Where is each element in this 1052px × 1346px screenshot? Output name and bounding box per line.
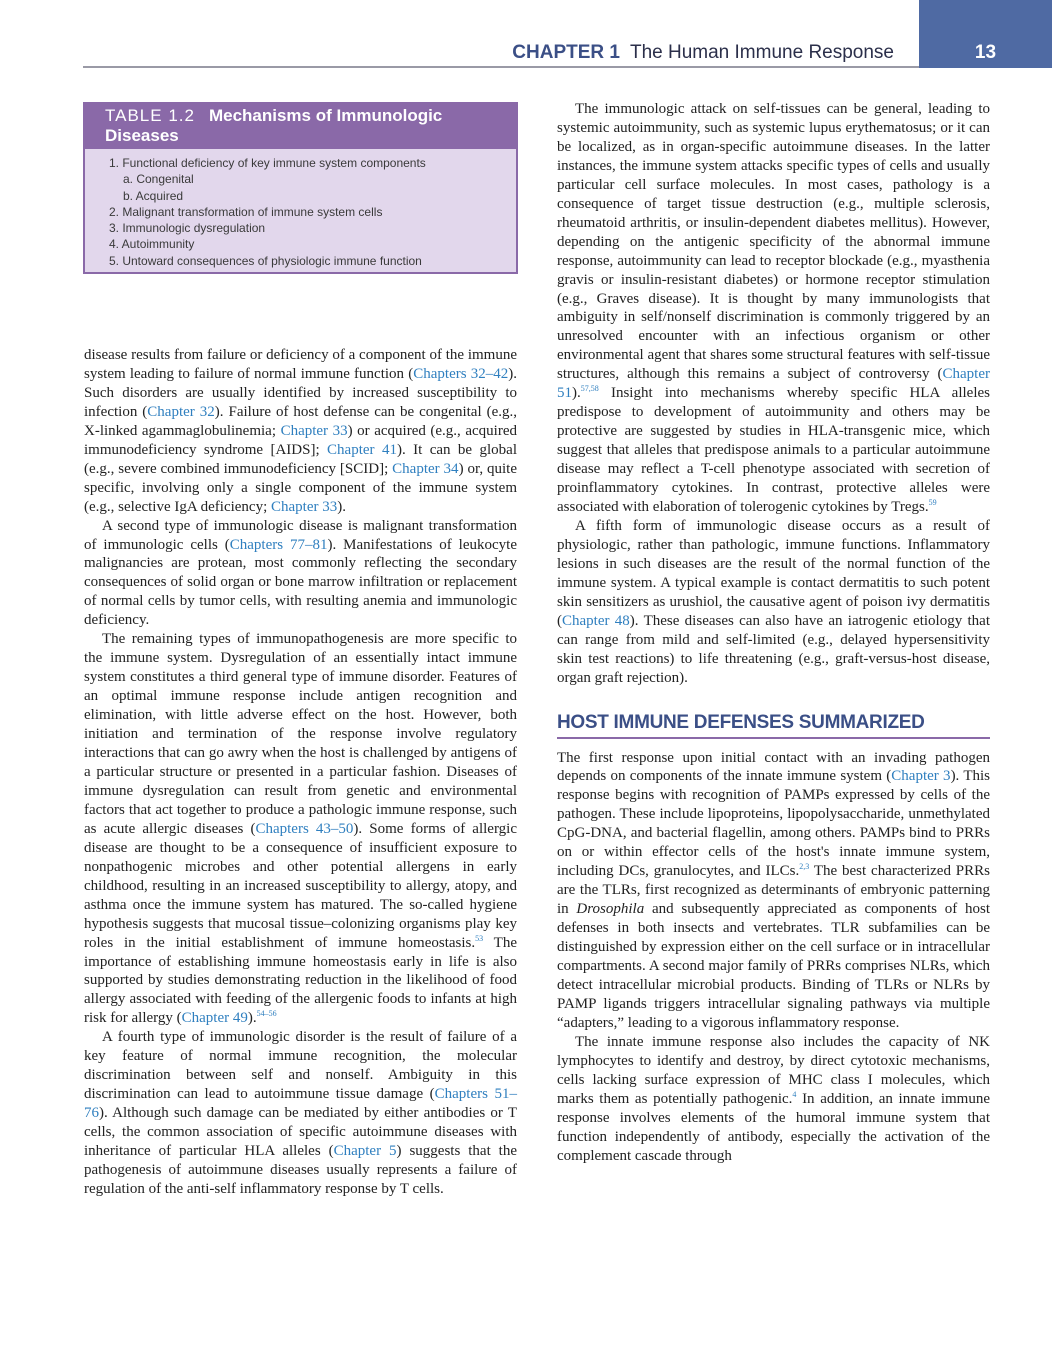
paragraph (84, 346, 517, 517)
chapter-link[interactable]: Chapters 77–81 (229, 536, 328, 553)
table-header (85, 104, 516, 149)
text: ). (247, 1010, 257, 1027)
chapter-link[interactable]: Chapters 51–76 (84, 1086, 517, 1122)
chapter-link[interactable]: Chapter 49 (181, 1010, 248, 1027)
text: The immunologic attack on self-tissues can be general, leading to systemic autoimmunity, such as systemic lupus erythematosus; or it can be localized, as in organ-specific autoimmune diseases. In the latter instances, the immune system attacks specific types of cells and usually particular cell surface molecules. In most cases, pathology is a consequence of target tissue destruction (e.g., multiple sclerosis, rheumatoid arthritis, or insulin-dependent diabetes mellitus). However, depending on the antigenic specificity of the abnormal immune response, autoimmunity can lead to receptor blockade (e.g., myasthenia gravis or insulin-resistant diabetes) or hormone receptor stimulation (e.g., Graves disease). It is thought by many immunologists that ambiguity in self/nonself discrimination is commonly triggered by an unresolved encounter with an infectious organism or other environmental agent that shares some structural features with self-tissue structures, although this remains a subject of controversy ( (557, 101, 990, 383)
page-number-tab (919, 0, 1052, 68)
table-title: Mechanisms of Immunologic Diseases (105, 106, 443, 145)
text: A fifth form of immunologic disease occurs as a result of physiologic, rather than pathologic, immune functions. Inflammatory lesions in such diseases are the result of the normal function of the immune system. A typical example is contact dermatitis to such potent skin sensitizers as urushiol, the causative agent of poison ivy dermatitis ( (557, 517, 990, 629)
table-list-subitem: b. Acquired (123, 188, 184, 203)
chapter-link[interactable]: Chapters 32–42 (413, 365, 509, 382)
chapter-title: The Human Immune Response (629, 42, 894, 63)
paragraph (84, 517, 517, 631)
header-rule (83, 66, 919, 68)
italic-term: Drosophila (576, 901, 645, 918)
text: The innate immune response also includes the capacity of NK lymphocytes to identify and destroy, by direct cytotoxic mechanisms, cells lacking surface expression of MHC class I molecules, which marks them as potentially pathogenic. (557, 1033, 990, 1107)
table-list-item: 5. Untoward consequences of physiologic immune function (109, 253, 422, 268)
paragraph (84, 630, 517, 1028)
page-number: 13 (974, 42, 997, 63)
chapter-link[interactable]: Chapter 48 (562, 612, 630, 629)
table-list-subitem: a. Congenital (123, 172, 194, 187)
text: ) or acquired (e.g., acquired immunodeficiency syndrome [AIDS]; (84, 422, 517, 458)
text: ) or, quite specific, involving only a single component of the immune system (e.g., selective IgA deficiency; (84, 460, 517, 515)
chapter-link[interactable]: Chapter 32 (147, 403, 215, 420)
table-label: TABLE 1.2 (105, 106, 195, 125)
paragraph (557, 100, 990, 517)
right-column (557, 100, 990, 1165)
text: and subsequently appreciated as components of host defenses in both insects and vertebrates. TLR subfamilies can be distinguished by expression either on the cell surface or in intracellular compartments. A second major family of PRRs comprises NLRs, which detect intracellular microbial products. Binding of TLRs or NLRs by PAMP ligands triggers intracellular signaling pathways via multiple “adapters,” leading to a vigorous inflammatory response. (557, 901, 990, 1031)
chapter-link[interactable]: Chapter 33 (271, 498, 338, 515)
reference-superscript[interactable]: 59 (928, 498, 937, 508)
running-header (512, 42, 894, 64)
reference-superscript[interactable]: 4 (792, 1089, 797, 1099)
chapter-label: CHAPTER 1 (512, 42, 620, 63)
text: disease results from failure or deficiency of a component of the immune system leading to failure of normal immune function ( (84, 347, 517, 382)
chapter-link[interactable]: Chapter 33 (280, 422, 348, 439)
paragraph (557, 1033, 990, 1166)
chapter-link[interactable]: Chapter 41 (327, 441, 397, 458)
text: ). Although such damage can be mediated by either antibodies or T cells, the common association of specific autoimmune diseases with inheritance of particular HLA alleles ( (84, 1105, 517, 1160)
text: ). It can be global (e.g., severe combined immunodeficiency [SCID]; (84, 441, 518, 477)
paragraph (84, 1028, 517, 1199)
text: ). Failure of host defense can be congenital (e.g., X-linked agammaglobulinemia; (84, 403, 518, 439)
text: ). Manifestations of leukocyte malignancies are protean, most commonly reflecting the secondary consequences of solid organ or bone marrow infiltration or replacement of normal cells by tumor cells, with resulting anemia and immunologic deficiency. (84, 536, 517, 629)
reference-superscript[interactable]: 57,58 (580, 384, 599, 394)
text: A fourth type of immunologic disorder is the result of failure of a key feature of normal immune recognition, the molecular discrimination between self and nonself. Ambiguity in this discrimination can lead to autoimmune tissue damage ( (84, 1029, 517, 1103)
text: ). (337, 498, 346, 515)
table-list (85, 149, 516, 269)
table-list-item: 1. Functional deficiency of key immune system components (109, 156, 426, 170)
text: ) suggests that the pathogenesis of autoimmune diseases usually represents a failure of regulation of the anti-self inflammatory response by T cells. (84, 1143, 517, 1197)
text: ). These diseases can also have an iatrogenic etiology that can range from mild and self-limited (e.g., delayed hypersensitivity skin test reactions) to life threatening (e.g., graft-versus-host disease, organ graft rejection). (557, 612, 990, 686)
text: The first response upon initial contact with an invading pathogen depends on components of the innate immune system ( (557, 749, 990, 785)
text: Insight into mechanisms whereby specific HLA alleles predispose to development of autoimmunity and others may be protective are suggested by studies in HLA-transgenic mice, which suggest that alleles that predispose animals to a particular autoimmune disease may reflect a T-cell phenotype associated with secretion of proinflammatory cytokines. In contrast, protective alleles were associated with elaboration of tolerogenic cytokines by Tregs. (557, 385, 990, 516)
chapter-link[interactable]: Chapter 51 (557, 366, 990, 402)
section-heading: HOST IMMUNE DEFENSES SUMMARIZED (557, 714, 990, 739)
table-list-item: 4. Autoimmunity (109, 237, 195, 252)
chapter-link[interactable]: Chapter 3 (891, 768, 951, 785)
reference-superscript[interactable]: 54–56 (256, 1009, 277, 1019)
text: The importance of establishing immune homeostasis early in life is also supported by studies demonstrating reduction in the likelihood of food allergy associated with feeding of the allergenic foods to infants at high risk for allergy ( (84, 934, 517, 1027)
chapter-link[interactable]: Chapter 5 (333, 1143, 397, 1160)
text: ). Such disorders are usually identified by increased susceptibility to infection ( (84, 365, 517, 420)
reference-superscript[interactable]: 53 (475, 933, 484, 943)
paragraph (557, 517, 990, 688)
table-list-item: 3. Immunologic dysregulation (109, 221, 266, 236)
paragraph (557, 749, 990, 1033)
table-box (83, 102, 518, 274)
table-list-item: 2. Malignant transformation of immune system cells (109, 204, 383, 219)
left-column (84, 346, 517, 1199)
text: ). This response begins with recognition of PAMPs expressed by cells of the pathogen. These include lipoproteins, lipopolysaccharide, unmethylated CpG-DNA, and bacterial flagellin, among others. PAMPs bind to PRRs on or within effector cells of the host's innate immune system, including DCs, granulocytes, and ILCs. (557, 768, 990, 880)
text: The best characterized PRRs are the TLRs, first recognized as determinants of embryonic patterning in (557, 863, 990, 918)
reference-superscript[interactable]: 2,3 (799, 862, 810, 872)
text: ). Some forms of allergic disease are thought to be a consequence of insufficient exposure to nonpathogenic microbes and other potential allergens in early childhood, resulting in an increased susceptibility to allergy, atopy, and asthma once the immune system has matured. The so-called hygiene hypothesis suggests that mucosal tissue–colonizing organisms play key roles in the initial establishment of immune homeostasis. (84, 820, 518, 951)
text: The remaining types of immunopathogenesis are more specific to the immune system. Dysregulation of an essentially intact immune system constitutes a third general type of immune disorder. Features of an optimal immune response include antigen recognition and elimination, with little adverse effect on the host. However, both initiation and termination of the response involve regulatory interactions that can go awry when the host is challenged by antigens of a particular structure or presented in a particular fashion. Diseases of immune dysregulation can result from genetic and environmental factors that act together to produce a pathologic immune response, such as acute allergic diseases ( (84, 631, 517, 837)
text: In addition, an innate immune response involves elements of the humoral immune system that function independently of antibody, especially the activation of the complement cascade through (557, 1090, 990, 1164)
chapter-link[interactable]: Chapter 34 (392, 460, 459, 477)
text: A second type of immunologic disease is malignant transformation of immunologic cells ( (84, 517, 517, 553)
chapter-link[interactable]: Chapters 43–50 (255, 820, 354, 837)
text: ). (572, 385, 581, 402)
